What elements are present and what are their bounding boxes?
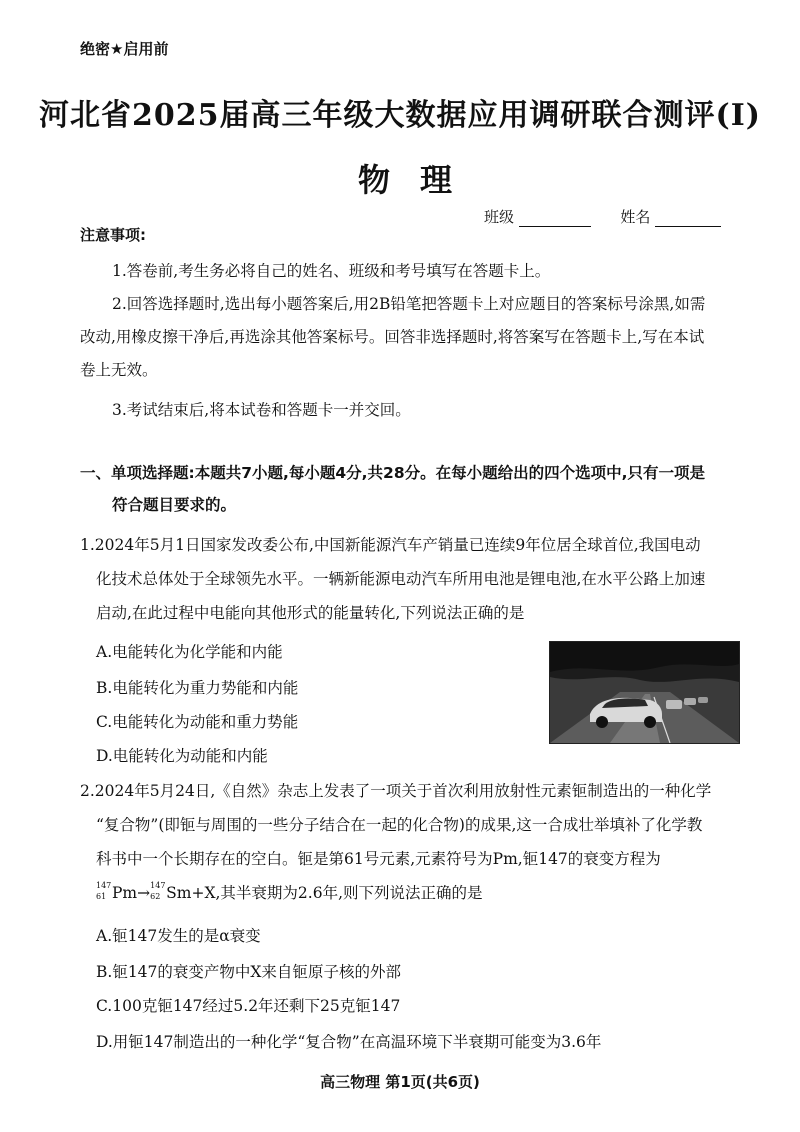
q1-line-1: 1.2024年5月1日国家发改委公布,中国新能源汽车产销量已连续9年位居全球首位,我国电动 — [80, 536, 701, 554]
q2-line-4 — [96, 876, 483, 910]
pm-isotope — [96, 882, 112, 902]
q2-option-d: D.用钷147制造出的一种化学“复合物”在高温环境下半衰期可能变为3.6年 — [96, 1033, 602, 1051]
class-blank — [519, 212, 591, 227]
pm-atomic-number: 61 — [96, 892, 107, 901]
pm-symbol: Pm — [112, 884, 138, 902]
q1-option-d: D.电能转化为动能和内能 — [96, 747, 268, 765]
q2-line-2: “复合物”(即钷与周围的一些分子结合在一起的化合物)的成果,这一合成壮举填补了化学教 — [96, 816, 703, 834]
electric-car-photo — [549, 641, 740, 744]
q2-line-3: 科书中一个长期存在的空白。钷是第61号元素,元素符号为Pm,钷147的衰变方程为 — [96, 850, 661, 868]
decay-arrow: → — [137, 884, 151, 902]
q2-line-4-rest: +X,其半衰期为2.6年,则下列说法正确的是 — [191, 884, 483, 902]
notice-item-2: 2.回答选择题时,选出每小题答案后,用2B铅笔把答题卡上对应题目的答案标号涂黑,如需 — [112, 295, 706, 313]
q2-option-c: C.100克钷147经过5.2年还剩下25克钷147 — [96, 997, 401, 1015]
q2-line-1: 2.2024年5月24日,《自然》杂志上发表了一项关于首次利用放射性元素钷制造出的一种化学 — [80, 782, 712, 800]
q2-option-a: A.钷147发生的是α衰变 — [96, 927, 261, 945]
name-blank — [655, 212, 721, 227]
sm-isotope — [150, 882, 166, 902]
class-label: 班级 — [484, 208, 515, 226]
q1-line-3: 启动,在此过程中电能向其他形式的能量转化,下列说法正确的是 — [96, 604, 525, 622]
q2-option-b: B.钷147的衰变产物中X来自钷原子核的外部 — [96, 963, 401, 981]
name-label: 姓名 — [620, 208, 651, 226]
notice-item-3: 3.考试结束后,将本试卷和答题卡一并交回。 — [112, 401, 411, 419]
notice-item-2-cont2: 卷上无效。 — [80, 361, 158, 379]
q1-option-b: B.电能转化为重力势能和内能 — [96, 679, 299, 697]
q1-option-c: C.电能转化为动能和重力势能 — [96, 713, 299, 731]
q1-line-2: 化技术总体处于全球领先水平。一辆新能源电动汽车所用电池是锂电池,在水平公路上加速 — [96, 570, 706, 588]
pm-mass-number: 147 — [96, 881, 112, 890]
confidential-mark: 绝密★启用前 — [80, 40, 169, 58]
exam-title: 河北省2025届高三年级大数据应用调研联合测评(Ⅰ) — [39, 98, 761, 133]
q1-option-a: A.电能转化为化学能和内能 — [96, 643, 283, 661]
sm-symbol: Sm — [166, 884, 192, 902]
student-fields — [484, 206, 721, 227]
page-footer: 高三物理 第1页(共6页) — [320, 1073, 480, 1091]
notice-item-1: 1.答卷前,考生务必将自己的姓名、班级和考号填写在答题卡上。 — [112, 262, 551, 280]
subject-title: 物理 — [357, 161, 482, 199]
notice-title: 注意事项: — [80, 226, 146, 244]
sm-mass-number: 147 — [150, 881, 166, 890]
section-heading-cont: 符合题目要求的。 — [112, 496, 237, 514]
sm-atomic-number: 62 — [150, 892, 161, 901]
section-heading: 一、单项选择题:本题共7小题,每小题4分,共28分。在每小题给出的四个选项中,只有一项是 — [80, 464, 706, 482]
notice-item-2-cont: 改动,用橡皮擦干净后,再选涂其他答案标号。回答非选择题时,将答案写在答题卡上,写在本试 — [80, 328, 705, 346]
